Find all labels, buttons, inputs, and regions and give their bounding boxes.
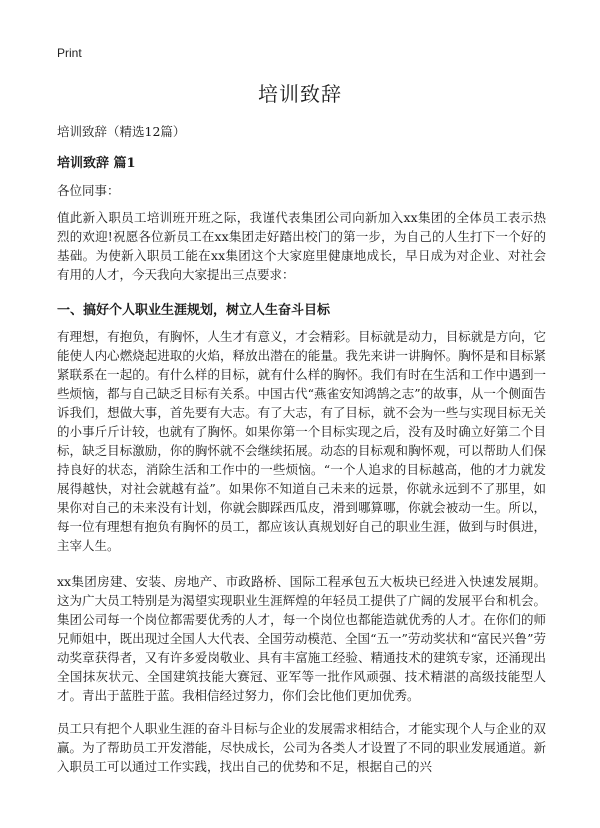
body-paragraph: 有理想，有抱负，有胸怀，人生才有意义，才会精彩。目标就是动力，目标就是方向，它能使人内心燃烧起进取的火焰，释放出潜在的能量。我先来讲一讲胸怀。胸怀是和目标紧紧联系在一起的。有什么样的目标，就有什么样的胸怀。我们有时在生活和工作中遇到一些烦恼，都与自己缺乏目标有关系。中国古代“燕雀安知鸿鹄之志”的故事，从一个侧面告诉我们，想做大事，首先要有大志。有了大志，有了目标，就不会为一些与实现目标无关的小事斤斤计较，也就有了胸怀。如果你第一个目标实现之后，没有及时确立好第二个目标，缺乏目标激励，你的胸怀就不会继续拓展。动态的目标观和胸怀观，可以帮助人们保持良好的状态，消除生活和工作中的一些烦恼。“一个人追求的目标越高，他的才力就发展得越快，对社会就越有益”。如果你不知道自己未来的远景，你就永远到不了那里，如果你对自己的未来没有计划，你就会脚踩西瓜皮，滑到哪算哪，你就会被动一生。所以，每一位有理想有抱负有胸怀的员工，都应该认真规划好自己的职业生涯，做到与时俱进，主宰人生。 [57, 329, 546, 553]
section-heading: 一、搞好个人职业生涯规划，树立人生奋斗目标 [57, 303, 331, 318]
part-heading: 培训致辞 篇1 [57, 156, 136, 171]
intro-paragraph: 值此新入职员工培训班开班之际，我谨代表集团公司向新加入xx集团的全体员工表示热烈的欢迎!祝愿各位新员工在xx集团走好踏出校门的第一步，为自己的人生打下一个好的基础。为使新入职员工能在xx集团这个大家庭里健康地成长，早日成为对企业、对社会有用的人才，今天我向大家提出三点要求： [57, 210, 546, 282]
body-paragraph: 员工只有把个人职业生涯的奋斗目标与企业的发展需求相结合，才能实现个人与企业的双赢。为了帮助员工开发潜能，尽快成长，公司为各类人才设置了不同的职业发展通道。新入职员工可以通过工作实践，找出自己的优势和不足，根据自己的兴 [57, 721, 546, 774]
document-title: 培训致辞 [258, 82, 342, 106]
document-subtitle: 培训致辞（精选12篇） [57, 124, 186, 139]
greeting: 各位同事： [57, 183, 120, 198]
body-paragraph: xx集团房建、安装、房地产、市政路桥、国际工程承包五大板块已经进入快速发展期。这为广大员工特别是为渴望实现职业生涯辉煌的年轻员工提供了广阔的发展平台和机会。集团公司每一个岗位都需要优秀的人才，每一个岗位也都能造就优秀的人才。在你们的师兄师姐中，既出现过全国人大代表、全国劳动模范、全国“五一”劳动奖状和“富民兴鲁”劳动奖章获得者，又有许多爱岗敬业、具有丰富施工经验、精通技术的建筑专家，还涌现出全国抹灰状元、全国建筑技能大赛冠、亚军等一批作风顽强、技术精湛的高级技能型人才。青出于蓝胜于蓝。我相信经过努力，你们会比他们更加优秀。 [57, 574, 546, 703]
print-label: Print [57, 46, 82, 60]
